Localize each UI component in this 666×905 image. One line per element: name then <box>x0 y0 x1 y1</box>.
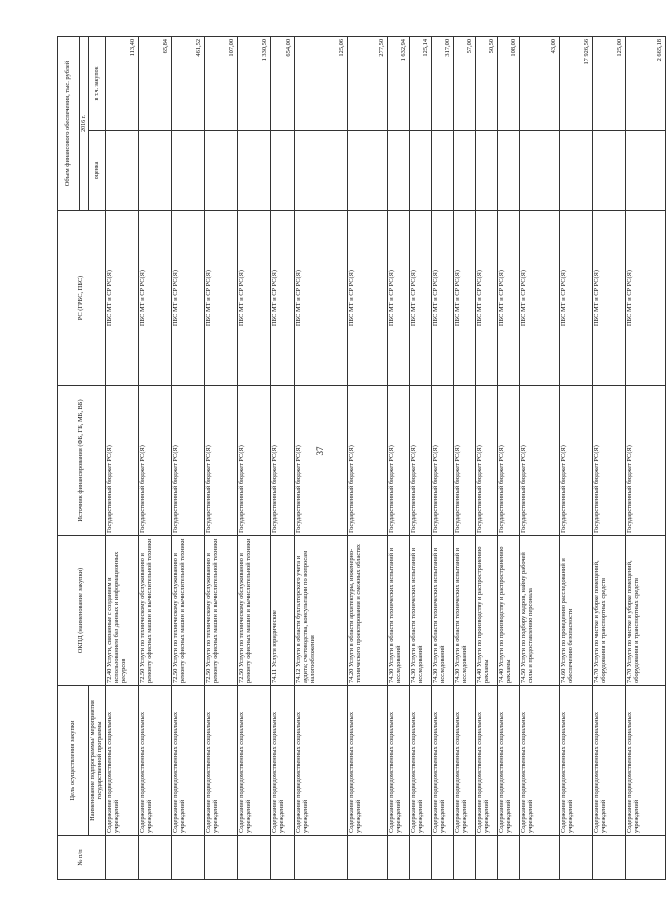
row-program: Содержание подведомственных социальных учреждений <box>205 686 238 836</box>
table-row <box>172 36 205 879</box>
goal-group-header: Цель осуществления закупки <box>58 686 89 836</box>
row-program: Содержание подведомственных социальных учреждений <box>295 686 348 836</box>
table-row <box>476 36 498 879</box>
table-row <box>205 36 238 879</box>
row-source: Государственный бюджет РС(Я) <box>520 386 560 536</box>
row-number <box>295 836 348 880</box>
row-purchases: 125,06 <box>295 36 348 130</box>
rotated-page <box>57 37 664 880</box>
table-row <box>626 36 666 879</box>
row-number <box>498 836 520 880</box>
table-row <box>295 36 348 879</box>
row-purchases: 277,50 <box>348 36 388 130</box>
row-okpd: 74.40 Услуги по производству и распространению рекламы <box>498 536 520 686</box>
row-rs: ПБС МТ и СР РС(Я) <box>498 211 520 386</box>
row-source: Государственный бюджет РС(Я) <box>432 386 454 536</box>
row-purchases: 1 632,94 <box>388 36 410 130</box>
row-okpd: 74.30 Услуги в области технических испытаний и исследований <box>388 536 410 686</box>
row-okpd: 74.20 Услуги в области архитектуры, инженерно-технического проектирования и смежных областях <box>348 536 388 686</box>
row-estimate <box>348 131 388 211</box>
col-num-header: № п/п <box>58 836 106 880</box>
row-estimate <box>454 131 476 211</box>
row-rs: ПБС МТ и СР РС(Я) <box>205 211 238 386</box>
row-estimate <box>106 131 139 211</box>
row-program: Содержание подведомственных социальных учреждений <box>348 686 388 836</box>
purchases-header: в т.ч. закупок <box>89 36 106 130</box>
row-okpd: 74.60 Услуги по проведению расследований и обеспечению безопасности <box>560 536 593 686</box>
row-source: Государственный бюджет РС(Я) <box>238 386 271 536</box>
row-rs: ПБС МТ и СР РС(Я) <box>432 211 454 386</box>
row-purchases: 317,00 <box>432 36 454 130</box>
row-okpd: 72.50 Услуги по техническому обслуживанию и ремонту офисных машин и вычислительной техники <box>238 536 271 686</box>
row-rs: ПБС МТ и СР РС(Я) <box>388 211 410 386</box>
table-row <box>106 36 139 879</box>
row-estimate <box>432 131 454 211</box>
row-source: Государственный бюджет РС(Я) <box>172 386 205 536</box>
row-estimate <box>139 131 172 211</box>
row-rs: ПБС МТ и СР РС(Я) <box>106 211 139 386</box>
row-rs: ПБС МТ и СР РС(Я) <box>626 211 666 386</box>
row-purchases: 107,00 <box>205 36 238 130</box>
row-okpd: 72.40 Услуги, связанные с созданием и использованием баз данных и информационных ресурсов <box>106 536 139 686</box>
source-header: Источник финансирования (ФБ, ГБ, МБ, ВБ) <box>58 386 106 536</box>
year-header: 2016 г. <box>80 36 89 210</box>
row-number <box>106 836 139 880</box>
row-rs: ПБС МТ и СР РС(Я) <box>172 211 205 386</box>
row-rs: ПБС МТ и СР РС(Я) <box>593 211 626 386</box>
row-estimate <box>271 131 295 211</box>
row-program: Содержание подведомственных социальных учреждений <box>106 686 139 836</box>
row-estimate <box>205 131 238 211</box>
row-purchases: 1 330,50 <box>238 36 271 130</box>
table-row <box>271 36 295 879</box>
row-rs: ПБС МТ и СР РС(Я) <box>139 211 172 386</box>
row-okpd: 72.50 Услуги по техническому обслуживанию и ремонту офисных машин и вычислительной техники <box>205 536 238 686</box>
row-number <box>593 836 626 880</box>
row-number <box>139 836 172 880</box>
estimate-header: оценка <box>89 131 106 211</box>
table-row <box>432 36 454 879</box>
table-row <box>498 36 520 879</box>
row-purchases: 461,52 <box>172 36 205 130</box>
table-row <box>388 36 410 879</box>
row-number <box>432 836 454 880</box>
row-purchases: 113,40 <box>106 36 139 130</box>
row-program: Содержание подведомственных социальных учреждений <box>476 686 498 836</box>
row-number <box>271 836 295 880</box>
row-source: Государственный бюджет РС(Я) <box>593 386 626 536</box>
row-program: Содержание подведомственных социальных учреждений <box>139 686 172 836</box>
row-estimate <box>560 131 593 211</box>
row-rs: ПБС МТ и СР РС(Я) <box>271 211 295 386</box>
row-estimate <box>172 131 205 211</box>
table-row <box>238 36 271 879</box>
row-source: Государственный бюджет РС(Я) <box>139 386 172 536</box>
row-purchases: 125,00 <box>593 36 626 130</box>
row-okpd: 74.40 Услуги по производству и распространению рекламы <box>476 536 498 686</box>
row-okpd: 74.70 Услуги по чистке и уборке помещений, оборудования и транспортных средств <box>593 536 626 686</box>
row-purchases: 50,50 <box>476 36 498 130</box>
row-program: Содержание подведомственных социальных учреждений <box>388 686 410 836</box>
table-row <box>593 36 626 879</box>
row-source: Государственный бюджет РС(Я) <box>476 386 498 536</box>
row-estimate <box>476 131 498 211</box>
row-estimate <box>410 131 432 211</box>
row-number <box>238 836 271 880</box>
row-okpd: 74.30 Услуги в области технических испытаний и исследований <box>410 536 432 686</box>
row-purchases: 2 665,18 <box>626 36 666 130</box>
row-source: Государственный бюджет РС(Я) <box>410 386 432 536</box>
row-estimate <box>520 131 560 211</box>
row-rs: ПБС МТ и СР РС(Я) <box>476 211 498 386</box>
row-rs: ПБС МТ и СР РС(Я) <box>295 211 348 386</box>
row-source: Государственный бюджет РС(Я) <box>106 386 139 536</box>
row-purchases: 17 926,56 <box>560 36 593 130</box>
program-header: Наименование подпрограммы/ мероприятия государственной программы <box>89 686 106 836</box>
row-program: Содержание подведомственных социальных учреждений <box>454 686 476 836</box>
row-purchases: 108,00 <box>498 36 520 130</box>
row-program: Содержание подведомственных социальных учреждений <box>560 686 593 836</box>
table-row <box>520 36 560 879</box>
row-program: Содержание подведомственных социальных учреждений <box>498 686 520 836</box>
row-rs: ПБС МТ и СР РС(Я) <box>454 211 476 386</box>
row-program: Содержание подведомственных социальных учреждений <box>410 686 432 836</box>
row-estimate <box>626 131 666 211</box>
row-number <box>205 836 238 880</box>
table-row <box>348 36 388 879</box>
row-estimate <box>238 131 271 211</box>
row-source: Государственный бюджет РС(Я) <box>498 386 520 536</box>
row-number <box>388 836 410 880</box>
row-okpd: 74.12 Услуги в области бухгалтерского учета и аудита; счетоводства, консультации по вопросам налогообложения <box>295 536 348 686</box>
row-okpd: 72.50 Услуги по техническому обслуживанию и ремонту офисных машин и вычислительной техники <box>172 536 205 686</box>
row-source: Государственный бюджет РС(Я) <box>454 386 476 536</box>
row-okpd: 74.30 Услуги в области технических испытаний и исследований <box>454 536 476 686</box>
table-header <box>58 36 106 879</box>
row-source: Государственный бюджет РС(Я) <box>560 386 593 536</box>
row-purchases: 654,00 <box>271 36 295 130</box>
row-rs: ПБС МТ и СР РС(Я) <box>410 211 432 386</box>
row-okpd: 72.50 Услуги по техническому обслуживанию и ремонту офисных машин и вычислительной техники <box>139 536 172 686</box>
row-number <box>172 836 205 880</box>
row-purchases: 65,84 <box>139 36 172 130</box>
row-source: Государственный бюджет РС(Я) <box>388 386 410 536</box>
row-okpd: 74.11 Услуги юридические <box>271 536 295 686</box>
row-source: Государственный бюджет РС(Я) <box>348 386 388 536</box>
row-program: Содержание подведомственных социальных учреждений <box>593 686 626 836</box>
row-rs: ПБС МТ и СР РС(Я) <box>560 211 593 386</box>
row-source: Государственный бюджет РС(Я) <box>295 386 348 536</box>
row-purchases: 57,00 <box>454 36 476 130</box>
table-row <box>410 36 432 879</box>
rs-header: РС (ГРБС, ПБС) <box>58 211 106 386</box>
row-source: Государственный бюджет РС(Я) <box>271 386 295 536</box>
row-purchases: 43,00 <box>520 36 560 130</box>
row-rs: ПБС МТ и СР РС(Я) <box>238 211 271 386</box>
table-row <box>560 36 593 879</box>
row-okpd: 74.30 Услуги в области технических испытаний и исследований <box>432 536 454 686</box>
row-rs: ПБС МТ и СР РС(Я) <box>520 211 560 386</box>
row-number <box>410 836 432 880</box>
table-row <box>454 36 476 879</box>
row-number <box>454 836 476 880</box>
row-source: Государственный бюджет РС(Я) <box>626 386 666 536</box>
row-number <box>476 836 498 880</box>
procurement-table <box>57 36 666 880</box>
row-okpd: 74.50 Услуги по подбору кадров, найму рабочей силы и предоставлению персонала <box>520 536 560 686</box>
row-okpd: 74.70 Услуги по чистке и уборке помещений, оборудования и транспортных средств <box>626 536 666 686</box>
row-rs: ПБС МТ и СР РС(Я) <box>348 211 388 386</box>
row-program: Содержание подведомственных социальных учреждений <box>626 686 666 836</box>
row-program: Содержание подведомственных социальных учреждений <box>432 686 454 836</box>
row-number <box>560 836 593 880</box>
page-number: 37 <box>315 446 325 456</box>
table-body <box>106 36 666 879</box>
table-row <box>139 36 172 879</box>
row-source: Государственный бюджет РС(Я) <box>205 386 238 536</box>
row-estimate <box>295 131 348 211</box>
okpd-header: ОКПД (наименование закупки) <box>58 536 106 686</box>
row-program: Содержание подведомственных социальных учреждений <box>271 686 295 836</box>
row-purchases: 125,14 <box>410 36 432 130</box>
row-estimate <box>593 131 626 211</box>
finance-header: Объем финансового обеспечения, тыс. рублей <box>58 36 80 210</box>
row-number <box>626 836 666 880</box>
row-number <box>348 836 388 880</box>
row-program: Содержание подведомственных социальных учреждений <box>520 686 560 836</box>
row-program: Содержание подведомственных социальных учреждений <box>172 686 205 836</box>
row-estimate <box>498 131 520 211</box>
row-number <box>520 836 560 880</box>
row-estimate <box>388 131 410 211</box>
row-program: Содержание подведомственных социальных учреждений <box>238 686 271 836</box>
